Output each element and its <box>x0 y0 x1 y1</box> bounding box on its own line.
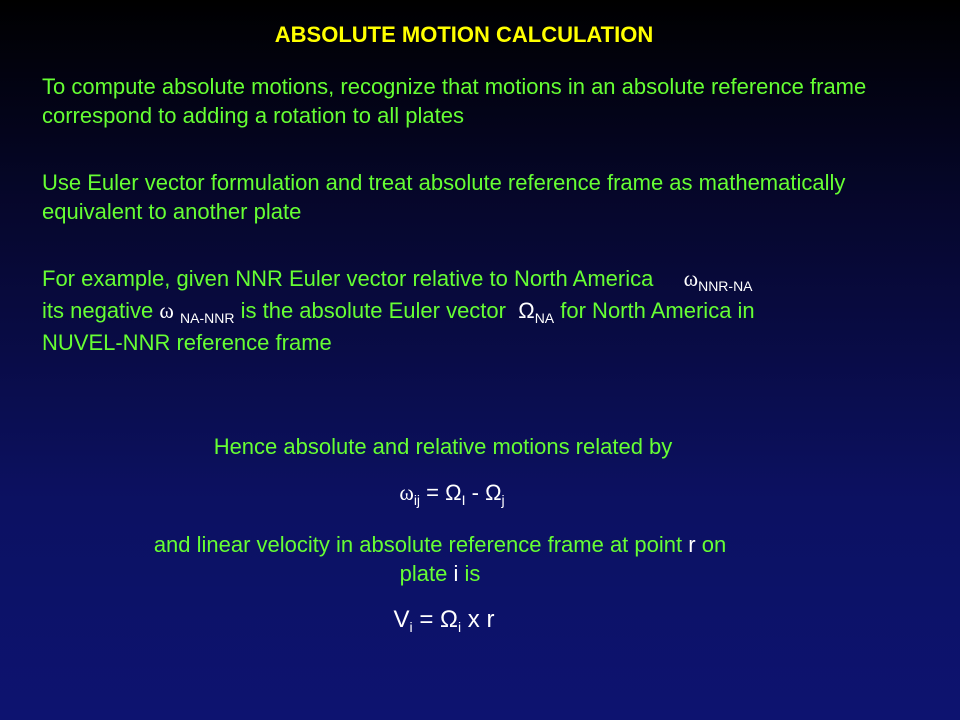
omega-capital-symbol: Ω <box>440 606 458 633</box>
linear-text-1: and linear velocity in absolute reference frame at point <box>153 532 683 557</box>
paragraph-absolute-motions: To compute absolute motions, recognize that motions in an absolute reference frame correspond to adding a rotation to all plates <box>42 74 867 128</box>
omega-capital-symbol: Ω <box>485 480 502 505</box>
subscript-ij: ij <box>413 492 421 508</box>
subscript-i: i <box>457 619 462 635</box>
linear-text-4: is <box>464 561 481 586</box>
paragraph-euler-formulation: Use Euler vector formulation and treat absolute reference frame as mathematically equivalent to another plate <box>42 170 846 224</box>
omega-capital-symbol: Ω <box>518 298 535 323</box>
subscript-na: NA <box>534 310 555 326</box>
omega-capital-symbol: Ω <box>445 480 462 505</box>
example-text-4: for North America in <box>560 298 755 323</box>
example-text-1: For example, given NNR Euler vector relative to North America <box>42 266 654 291</box>
position-r: r <box>486 606 495 633</box>
subscript-i: I <box>461 492 466 508</box>
example-line-1 <box>42 264 922 296</box>
linear-text-3: plate <box>399 561 448 586</box>
omega-symbol: ω <box>683 266 699 291</box>
plate-i: i <box>453 561 459 586</box>
omega-nnr-na <box>683 266 753 294</box>
example-text-2: its negative <box>42 298 154 323</box>
omega-na-nnr <box>159 298 235 326</box>
omega-symbol: ω <box>399 480 414 505</box>
omega-capital-na <box>512 298 555 326</box>
example-line-2 <box>42 296 922 328</box>
hence-text: Hence absolute and relative motions related by <box>213 434 673 459</box>
subscript-nnr-na: NNR-NA <box>698 278 753 294</box>
paragraph-example <box>42 264 922 357</box>
cross-product-symbol: x <box>467 606 480 633</box>
equation-relative-motion <box>0 480 904 506</box>
velocity-symbol: V <box>393 606 410 633</box>
subscript-na-nnr: NA-NNR <box>180 310 235 326</box>
omega-symbol: ω <box>159 298 174 323</box>
example-line-3: NUVEL-NNR reference frame <box>42 330 332 355</box>
equals-sign: = <box>419 606 434 633</box>
example-text-3: is the absolute Euler vector <box>240 298 506 323</box>
linear-velocity-text <box>60 530 820 588</box>
subscript-j: j <box>501 492 505 508</box>
equals-sign: = <box>426 480 440 505</box>
point-r: r <box>688 532 696 557</box>
linear-text-2: on <box>701 532 727 557</box>
subscript-i: i <box>409 619 413 635</box>
slide-title: ABSOLUTE MOTION CALCULATION <box>274 22 654 47</box>
equation-linear-velocity <box>0 606 888 634</box>
minus-sign: - <box>471 480 479 505</box>
